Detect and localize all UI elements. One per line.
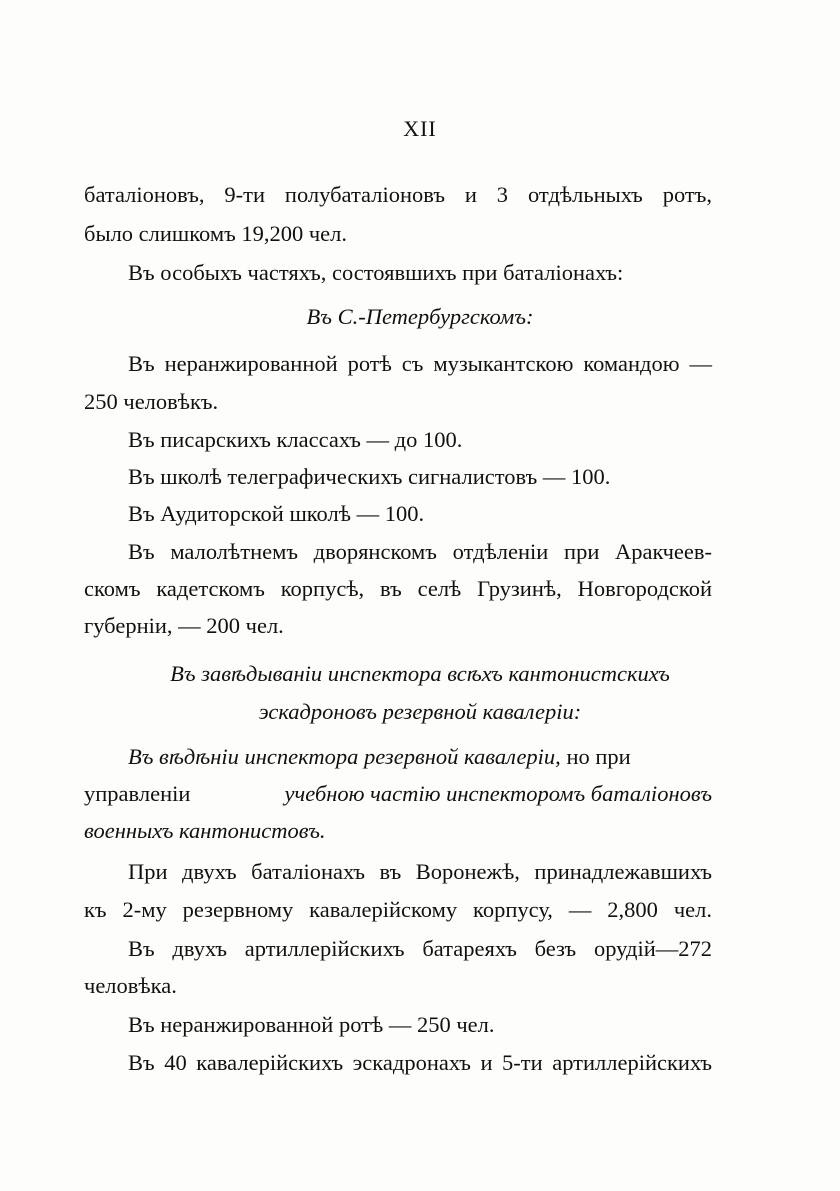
text-line: Въ неранжированной ротѣ — 250 чел.	[128, 1012, 495, 1037]
text-line: При двухъ баталіонахъ въ Воронежѣ, принадлежавшихъ	[128, 859, 712, 884]
text-line: Въ двухъ артиллерійскихъ батареяхъ безъ орудій—272	[128, 936, 712, 961]
text-line	[128, 742, 712, 772]
text-line: Въ малолѣтнемъ дворянскомъ отдѣленіи при Аракчеев-	[128, 539, 712, 564]
text-line: Въ писарскихъ классахъ — до 100.	[128, 427, 463, 452]
text-line: Въ 40 кавалерійскихъ эскадронахъ и 5-ти артиллерійскихъ	[128, 1050, 712, 1075]
section-heading: Въ С.-Петербургскомъ:	[306, 304, 534, 329]
text-line: скомъ кадетскомъ корпусѣ, въ селѣ Грузинѣ, Новгородской	[84, 576, 712, 601]
text-line: было слишкомъ 19,200 чел.	[84, 221, 348, 246]
text-line: къ 2-му резервному кавалерійскому корпусу, — 2,800 чел.	[84, 897, 712, 922]
text-line: 250 человѣкъ.	[84, 389, 219, 414]
text-line: Въ неранжированной ротѣ съ музыкантскою командою —	[128, 351, 712, 376]
text-line: губерніи, — 200 чел.	[84, 613, 284, 638]
text-span: но при	[560, 744, 631, 769]
text-line: баталіоновъ, 9-ти полубаталіоновъ и 3 отдѣльныхъ ротъ,	[84, 182, 712, 207]
text-line: военныхъ кантонистовъ.	[84, 818, 326, 843]
section-heading: эскадроновъ резервной кавалеріи:	[258, 699, 582, 724]
italic-span: Въ вѣдѣніи инспектора резервной кавалеріи,	[128, 744, 561, 769]
italic-span: учебною частію инспекторомъ баталіоновъ	[284, 781, 712, 806]
text-line: человѣка.	[84, 973, 177, 998]
text-line: Въ особыхъ частяхъ, состоявшихъ при баталіонахъ:	[128, 260, 624, 285]
section-heading: Въ завѣдываніи инспектора всѣхъ кантонистскихъ	[170, 661, 670, 686]
page-number: XII	[403, 116, 437, 141]
text-span: управленіи	[84, 781, 191, 806]
text-line: Въ школѣ телеграфическихъ сигналистовъ — 100.	[128, 464, 611, 489]
text-line: Въ Аудиторской школѣ — 100.	[128, 501, 425, 526]
text-line	[84, 779, 712, 809]
